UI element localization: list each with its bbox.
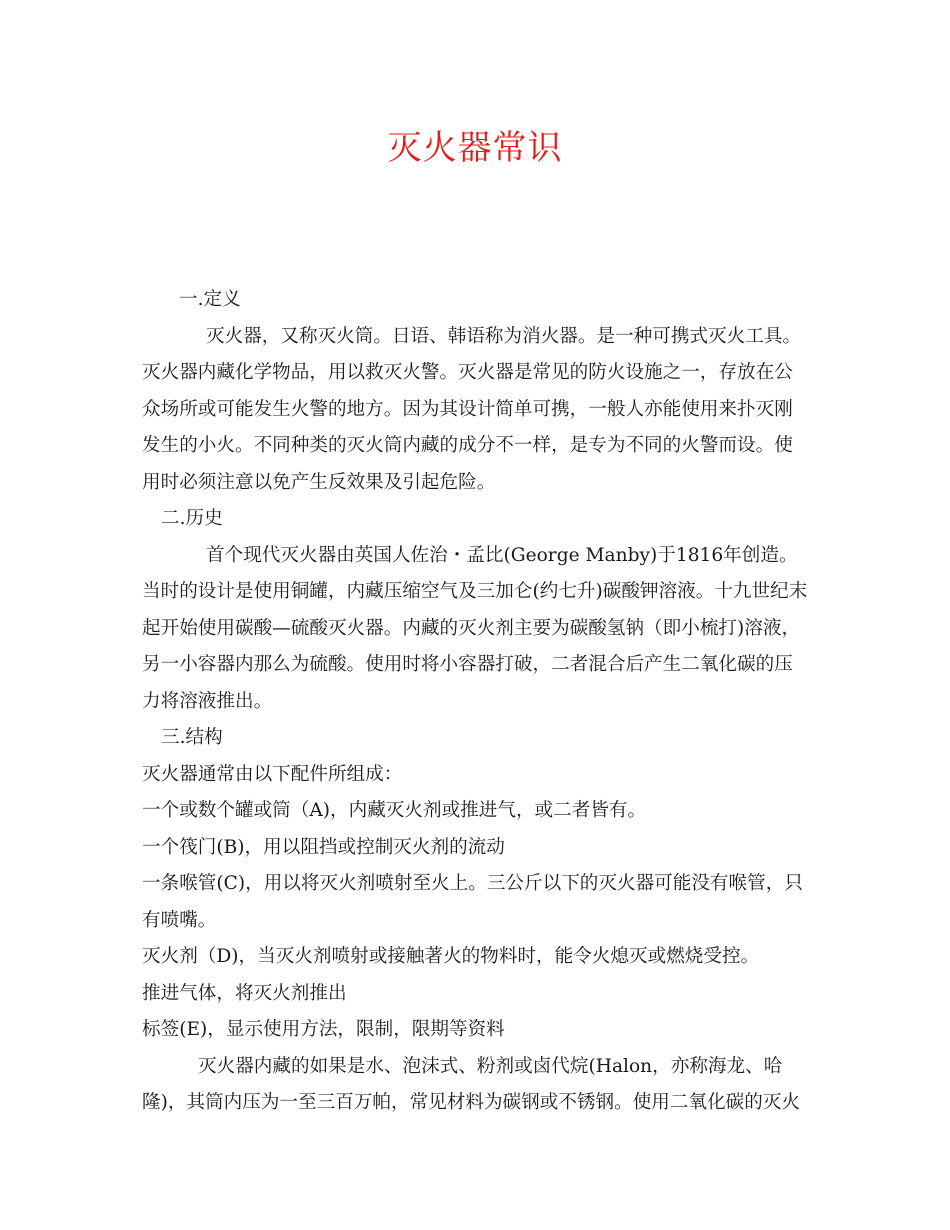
document-body bbox=[142, 282, 808, 1122]
section-heading-history: 二.历史 bbox=[161, 508, 223, 529]
section-heading-structure: 三.结构 bbox=[161, 727, 223, 748]
structure-line: 一个或数个罐或筒（A)，内藏灭火剂或推进气，或二者皆有。 bbox=[142, 800, 647, 821]
history-paragraph: 首个现代灭火器由英国人佐治・孟比(George Manby)于1816年创造。当时的设计是使用铜罐，内藏压缩空气及三加仑(约七升)碳酸钾溶液。十九世纪末起开始使用碳酸—硫酸灭火器。内藏的灭火剂主要为碳酸氢钠（即小梳打)溶液，另一小容器内那么为硫酸。使用时将小容器打破，二者混合后产生二氧化碳的压力将溶液推出。 bbox=[142, 544, 808, 712]
section-heading-definition: 一.定义 bbox=[179, 289, 241, 310]
structure-line: 灭火器通常由以下配件所组成： bbox=[142, 763, 403, 785]
structure-line: 灭火剂（D)，当灭火剂喷射或接触著火的物料时，能令火熄灭或燃烧受控。 bbox=[142, 946, 760, 967]
document-title: 灭火器常识 bbox=[387, 128, 563, 168]
structure-line: 一条喉管(C)，用以将灭火剂喷射至火上。三公斤以下的灭火器可能没有喉管，只有喷嘴。 bbox=[142, 873, 803, 931]
structure-paragraph: 灭火器内藏的如果是水、泡沫式、粉剂或卤代烷(Halon，亦称海龙、哈隆)，其筒内压为一至三百万帕，常见材料为碳钢或不锈钢。使用二氧化碳的灭火 bbox=[142, 1055, 801, 1113]
structure-line: 推进气体，将灭火剂推出 bbox=[142, 982, 347, 1004]
definition-paragraph: 灭火器，又称灭火筒。日语、韩语称为消火器。是一种可携式灭火工具。灭火器内藏化学物品，用以救灭火警。灭火器是常见的防火设施之一，存放在公众场所或可能发生火警的地方。因为其设计简单可携，一般人亦能使用来扑灭刚发生的小火。不同种类的灭火筒内藏的成分不一样，是专为不同的火警而设。使用时必须注意以免产生反效果及引起危险。 bbox=[142, 325, 802, 493]
structure-line: 标签(E)，显示使用方法，限制，限期等资料 bbox=[142, 1019, 505, 1040]
structure-line: 一个筏门(B)，用以阻挡或控制灭火剂的流动 bbox=[142, 836, 505, 858]
